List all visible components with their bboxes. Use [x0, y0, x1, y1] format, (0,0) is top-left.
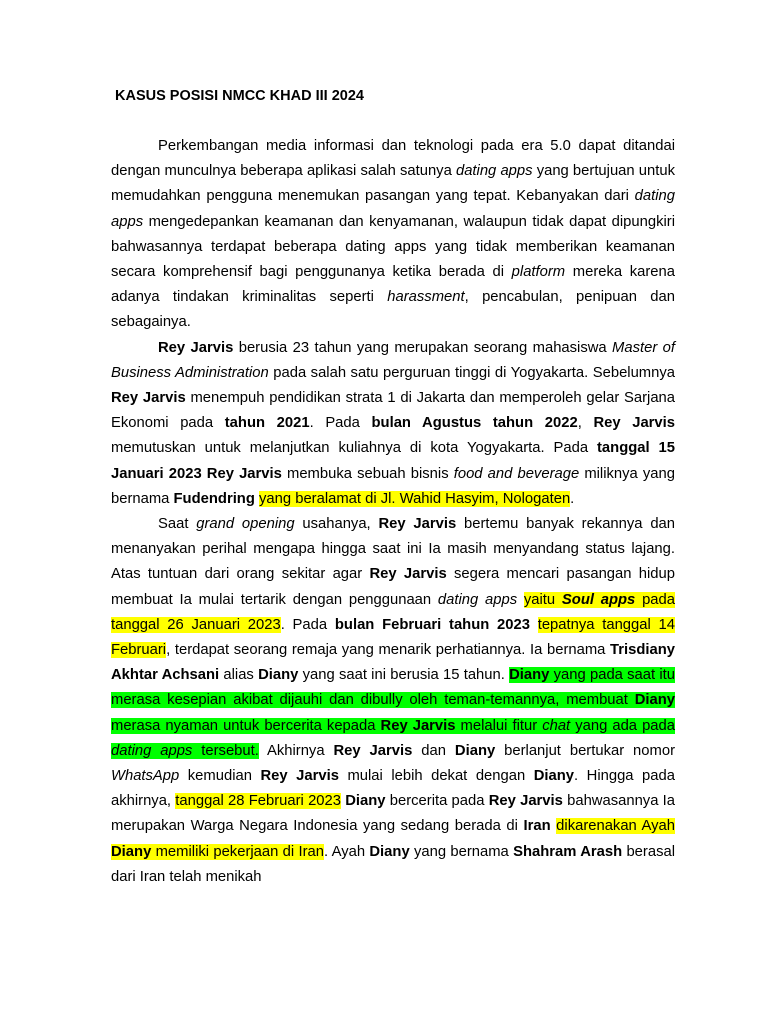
- bold-name: Diany: [111, 843, 152, 860]
- text-run: menempuh pendidikan strata 1 di Jakarta dan memperoleh gelar Sarjana Ekonomi pada: [111, 390, 676, 432]
- italic-term: chat: [542, 717, 571, 734]
- bold-name: Rey Jarvis: [333, 742, 413, 759]
- bold-name: Rey Jarvis: [158, 339, 234, 356]
- text-run: miliknya yang bernama: [111, 465, 675, 507]
- italic-term: Master of Business Administration: [111, 339, 675, 381]
- italic-term: dating apps: [111, 742, 193, 759]
- text-run: dan: [412, 742, 455, 759]
- text-run: kemudian: [179, 768, 261, 785]
- bold-italic-term: Soul apps: [561, 591, 636, 608]
- text-run: pada salah satu perguruan tinggi di Yogyakarta. Sebelumnya: [268, 364, 675, 381]
- text-run: . Pada: [280, 616, 335, 633]
- bold-name: Diany: [509, 667, 550, 684]
- text-run: membuka sebuah bisnis: [281, 465, 454, 482]
- text-run: Saat: [158, 516, 197, 533]
- italic-term: dating apps: [437, 591, 518, 608]
- yellow-highlight: tanggal 28 Februari 2023: [175, 793, 341, 810]
- italic-term: dating apps: [455, 163, 533, 180]
- text-run: dikarenakan Ayah: [556, 818, 675, 835]
- text-run: . Hingga pada akhirnya,: [111, 768, 675, 810]
- text-run: melalui fitur: [455, 717, 543, 734]
- document-body: [111, 134, 675, 890]
- text-run: [517, 592, 524, 608]
- bold-name: Rey Jarvis: [111, 390, 186, 407]
- text-run: .: [570, 490, 575, 507]
- text-run: [530, 617, 538, 633]
- text-run: memutuskan untuk melanjutkan kuliahnya di kota Yogyakarta. Pada: [111, 440, 597, 457]
- bold-name: Shahram Arash: [513, 843, 623, 860]
- text-run: Perkembangan media informasi dan teknologi pada era 5.0 dapat ditandai dengan munculnya beberapa aplikasi salah satunya: [111, 138, 675, 180]
- bold-date: bulan Agustus tahun 2022: [371, 415, 578, 432]
- bold-name: Iran: [523, 818, 551, 835]
- bold-name: Diany: [345, 793, 386, 810]
- bold-date: bulan Februari tahun 2023: [334, 616, 530, 633]
- text-run: yang bernama: [409, 843, 514, 860]
- text-run: yang ada pada: [570, 717, 675, 734]
- bold-name: Trisdiany Akhtar Achsani: [111, 642, 675, 684]
- text-run: yang bertujuan untuk memudahkan pengguna menemukan pasangan yang tepat. Kebanyakan dari: [111, 163, 675, 205]
- text-run: pada tanggal 26 Januari 2023: [111, 591, 675, 633]
- bold-name: Diany: [533, 768, 575, 785]
- bold-name: Rey Jarvis: [369, 566, 447, 583]
- bold-name: Rey Jarvis: [380, 717, 456, 734]
- bold-name: Diany: [634, 692, 675, 709]
- text-run: usahanya,: [294, 516, 379, 533]
- bold-name: Rey Jarvis: [593, 415, 675, 432]
- text-run: mulai lebih dekat dengan: [338, 768, 534, 785]
- text-run: mereka karena adanya tindakan kriminalitas seperti: [111, 264, 675, 306]
- bold-name: Diany: [369, 843, 410, 860]
- italic-term: grand opening: [196, 516, 295, 533]
- text-run: ,: [577, 415, 594, 432]
- text-run: segera mencari pasangan hidup membuat Ia mulai tertarik dengan penggunaan: [111, 566, 675, 608]
- italic-term: dating apps: [111, 188, 675, 230]
- text-run: berlanjut bertukar nomor: [495, 742, 676, 759]
- document-title: KASUS POSISI NMCC KHAD III 2024: [115, 88, 364, 104]
- bold-name: Diany: [454, 742, 496, 759]
- text-run: yang saat ini berusia 15 tahun.: [298, 667, 510, 684]
- text-run: berasal dari Iran telah menikah: [111, 843, 675, 885]
- bold-name: Rey Jarvis: [378, 516, 457, 533]
- text-run: , terdapat seorang remaja yang menarik perhatiannya. Ia bernama: [166, 642, 611, 659]
- text-run: mengedepankan keamanan dan kenyamanan, walaupun tidak dapat dipungkiri bahwasannya terdapat beberapa dating apps yang tidak memberikan keamanan secara komprehensif bagi penggunanya ketika berada di: [111, 213, 675, 281]
- text-run: yaitu: [523, 591, 562, 608]
- italic-term: harassment: [387, 289, 465, 306]
- italic-term: platform: [511, 264, 566, 281]
- paragraph-1: [111, 134, 675, 336]
- bold-date: tahun 2021: [224, 415, 310, 432]
- italic-term: food and beverage: [453, 465, 580, 482]
- paragraph-3: [111, 512, 675, 890]
- bold-name: Diany: [258, 667, 299, 684]
- bold-name: Rey Jarvis: [260, 768, 339, 785]
- text-run: bercerita pada: [385, 793, 489, 810]
- text-run: bahwasannya Ia merupakan Warga Negara Indonesia yang sedang berada di: [111, 793, 676, 835]
- text-run: alias: [219, 667, 259, 684]
- yellow-highlight: yang beralamat di Jl. Wahid Hasyim, Nologaten: [259, 490, 571, 507]
- text-run: bertemu banyak rekannya dan menanyakan perihal mengapa hingga saat ini Ia masih menyandang status lajang. Atas tuntuan dari orang sekitar agar: [111, 516, 676, 583]
- text-run: yang pada saat itu merasa kesepian akibat dijauhi dan dibully oleh teman-temannya, membuat: [111, 667, 676, 709]
- bold-name: Rey Jarvis: [488, 793, 563, 810]
- italic-term: WhatsApp: [111, 768, 180, 785]
- text-run: memiliki pekerjaan di Iran: [151, 843, 324, 860]
- bold-date: tanggal 15 Januari 2023 Rey Jarvis: [111, 440, 675, 482]
- text-run: tersebut.: [192, 742, 259, 759]
- text-run: , pencabulan, penipuan dan sebagainya.: [111, 289, 675, 331]
- bold-name: Fudendring: [173, 490, 255, 507]
- text-run: merasa nyaman untuk bercerita kepada: [111, 717, 381, 734]
- text-run: berusia 23 tahun yang merupakan seorang mahasiswa: [233, 339, 613, 356]
- text-run: Akhirnya: [258, 742, 334, 759]
- text-run: . Ayah: [323, 843, 370, 860]
- paragraph-2: [111, 336, 675, 512]
- text-run: . Pada: [309, 415, 372, 432]
- yellow-highlight: tepatnya tanggal 14 Februari: [111, 616, 675, 659]
